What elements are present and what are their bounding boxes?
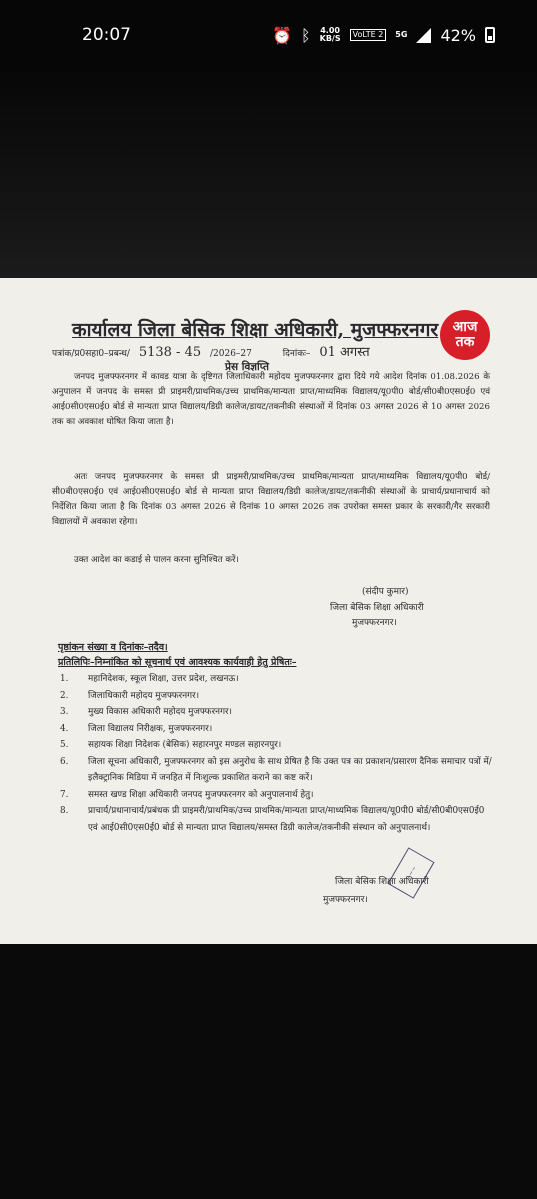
ref-year: /2026–27 (210, 349, 252, 359)
status-bar (0, 0, 537, 70)
list-item: 2. जिलाधिकारी महोदय मुजफ्फरनगर। (60, 690, 200, 701)
office-title: कार्यालय जिला बेसिक शिक्षा अधिकारी, मुजफ्फरनगर (72, 319, 439, 341)
net-speed: 4.00 KB/S (319, 26, 341, 43)
ref-number: 5138 - 45 (138, 345, 202, 360)
signatory-role: जिला बेसिक शिक्षा अधिकारी (330, 603, 424, 613)
paragraph-1: जनपद मुजफ्फरनगर में कावड यात्रा के दृष्टिगत जिलाधिकारी महोदय मुजफ्फरनगर द्वारा दिये गये आदेश दिनांक 01.08.2026 के अनुपालन में जनपद के समस्त प्री प्राइमरी/प्राथमिक/उच्च प्राथमिक/मान्यता प्राप्त/माध्यमिक विद्यालय/यू0पी0 बोर्ड/सी0बी0एस0ई0 एवं आई0सी0एस0ई0 बोर्ड से मान्यता प्राप्त विद्यालय/डिग्री कालेज/डायट/तकनीकी संस्थाओं में दिनांक 03 अगस्त 2026 से 10 अगस्त 2026 तक का अवकाश घोषित किया जाता है। (52, 372, 490, 427)
list-item: 6. जिला सूचना अधिकारी, मुजफ्फरनगर को इस अनुरोध के साथ प्रेषित है कि उक्त पत्र का प्रकाशन/प्रसारण दैनिक समाचार पत्रों में/इलैक्ट्रानिक मिडिया में जनहित में निःशुल्क प्रकाशित कराने का कष्ट करें। (60, 756, 492, 783)
list-item: 5. सहायक शिक्षा निदेशक (बेसिक) सहारनपुर मण्डल सहारनपुर। (60, 740, 282, 750)
ref-prefix: पत्रांक/प्र0सहा0–प्रबन्ध/ (52, 349, 130, 359)
paragraph-2: अतः जनपद मुजफ्फरनगर के समस्त प्री प्राइमरी/प्राथमिक/उच्च प्राथमिक/मान्यता प्राप्त/माध्यमिक विद्यालय/यू0पी0 बोर्ड/सी0बी0एस0ई0 एवं आई0सी0एस0ई0 बोर्ड से मान्यता प्राप्त विद्यालय/डिग्री कालेज/डायट/तकनीकी संस्थाओं के प्राचार्य/प्रधानाचार्य को निर्देशित किया जाता है कि दिनांक 03 अगस्त 2026 से दिनांक 10 अगस्त 2026 तक उपरोक्त समस्त प्रकार के सरकारी/गैर सरकारी विद्यालयों में अवकाश रहेगा। (52, 472, 490, 527)
end-signatory-place: मुजफ्फरनगर। (323, 895, 368, 905)
alarm-icon: ⏰ (272, 25, 293, 45)
press-release-title: प्रेस विज्ञप्ति (225, 361, 269, 373)
date-prefix: दिनांकः– (282, 349, 311, 359)
list-item: 8. प्राचार्य/प्रधानाचार्य/प्रबंधक प्री प्राइमरी/प्राथमिक/उच्च प्राथमिक/मान्यता प्राप्त/माध्यमिक विद्यालय/यू0पी0 बोर्ड/सी0बी0एस0ई0 एवं आई0सी0एस0ई0 बोर्ड से मान्यता प्राप्त विद्यालय/समस्त डिग्री कालेज/तकनीकी संस्थान को अनुपालनार्थ। (60, 806, 485, 833)
volte-badge: VoLTE 2 (350, 29, 387, 41)
news-logo: आज तक (440, 310, 490, 360)
battery-percent: 42% (440, 25, 476, 45)
image-bottom-background (0, 944, 537, 1199)
clock: 20:07 (82, 25, 131, 45)
date-value: 01 अगस्त (319, 345, 370, 360)
list-item: 7. समस्त खण्ड शिक्षा अधिकारी जनपद मुजफ्फरनगर को अनुपालनार्थ हेतु। (60, 789, 314, 800)
copy-to-heading: प्रतिलिपिः–निम्नांकित को सूचनार्थ एवं आवश्यक कार्यवाही हेतु प्रेषितः– (58, 657, 297, 668)
paragraph-3: उक्त आदेश का कडाई से पालन करना सुनिश्चित करें। (74, 555, 239, 565)
reference-line (52, 342, 376, 360)
battery-icon (485, 27, 495, 43)
copy-list (60, 671, 493, 836)
list-item: 1. महानिदेशक, स्कूल शिक्षा, उत्तर प्रदेश, लखनऊ। (60, 674, 239, 684)
signatory-name: (संदीप कुमार) (362, 587, 409, 597)
list-item: 3. मुख्य विकास अधिकारी महोदय मुजफ्फरनगर। (60, 707, 232, 717)
network-type: 5G (395, 30, 408, 39)
signal-icon (416, 28, 431, 43)
image-top-background (0, 70, 537, 278)
handwritten-stamp: ~~~ (388, 847, 435, 898)
bluetooth-icon: ᛒ (301, 25, 311, 45)
status-icons (272, 26, 495, 45)
endorsement-heading: पृष्ठांकन संख्या व दिनांकः–तदैव। (58, 642, 168, 653)
document-image[interactable] (0, 278, 537, 944)
signatory-place: मुजफ्फरनगर। (352, 618, 397, 628)
list-item: 4. जिला विद्यालय निरीक्षक, मुजफ्फरनगर। (60, 723, 213, 734)
end-signatory-role: जिला बेसिक शिक्षा अधिकारी (335, 877, 429, 887)
